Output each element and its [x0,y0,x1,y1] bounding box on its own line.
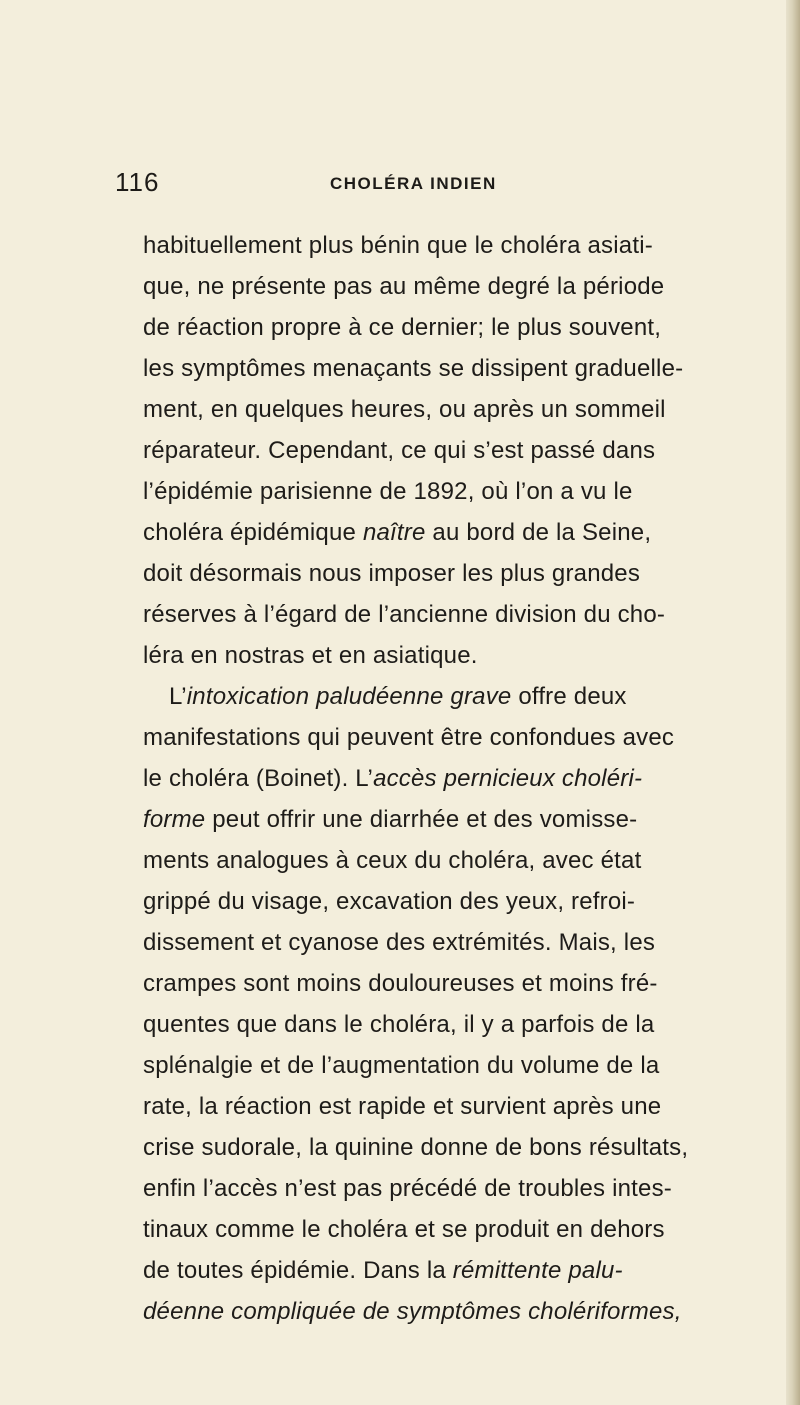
text-run: que, ne présente pas au même degré la période [143,273,665,300]
page-number: 116 [115,167,160,197]
text-run: de toutes épidémie. Dans la [143,1257,453,1284]
text-run: réparateur. Cependant, ce qui s’est passé dans [143,437,656,464]
text-run: au bord de la Seine, [425,519,652,546]
text-line [143,799,743,840]
running-head: CHOLÉRA INDIEN [330,174,497,193]
text-run: les symptômes menaçants se dissipent graduelle- [143,355,684,382]
italic-run: forme [143,806,206,833]
italic-run: intoxication paludéenne grave [186,683,512,710]
italic-run: accès pernicieux choléri- [373,765,643,792]
paragraph-start-line [143,676,743,717]
text-run: ments analogues à ceux du choléra, avec état [143,847,642,874]
text-run: grippé du visage, excavation des yeux, refroi- [143,888,636,915]
text-run: léra en nostras et en asiatique. [143,642,478,669]
text-line [143,635,743,676]
text-run: de réaction propre à ce dernier; le plus souvent, [143,314,662,341]
text-run: réserves à l’égard de l’ancienne division du cho- [143,601,666,628]
text-run: choléra épidémique [143,519,363,546]
text-line [143,1291,743,1332]
text-line [143,1168,743,1209]
text-line [143,553,743,594]
text-line [143,1004,743,1045]
text-run: offre deux [511,683,627,710]
page-edge-shadow [786,0,800,1405]
text-run: crampes sont moins douloureuses et moins fré- [143,970,658,997]
text-run: rate, la réaction est rapide et survient après une [143,1093,662,1120]
text-run: splénalgie et de l’augmentation du volume de la [143,1052,660,1079]
text-line [143,594,743,635]
text-line [143,840,743,881]
text-line [143,881,743,922]
text-run: quentes que dans le choléra, il y a parfois de la [143,1011,655,1038]
text-run: tinaux comme le choléra et se produit en dehors [143,1216,665,1243]
text-run: habituellement plus bénin que le choléra asiati- [143,232,653,259]
text-line [143,1250,743,1291]
text-line [143,512,743,553]
text-run: le choléra (Boinet). L’ [143,765,374,792]
italic-run: rémittente palu- [452,1257,623,1284]
text-line [143,922,743,963]
text-line [143,1045,743,1086]
text-line [143,758,743,799]
page-header [115,167,735,207]
text-run: L’ [169,683,187,710]
text-line [143,389,743,430]
text-line [143,225,743,266]
text-line [143,1209,743,1250]
text-line [143,963,743,1004]
text-run: l’épidémie parisienne de 1892, où l’on a vu le [143,478,633,505]
text-run: dissement et cyanose des extrémités. Mais, les [143,929,656,956]
text-line [143,471,743,512]
italic-run: naître [362,519,426,546]
text-line [143,1127,743,1168]
italic-run: déenne compliquée de symptômes cholériformes, [143,1298,682,1325]
text-line [143,1086,743,1127]
text-run: crise sudorale, la quinine donne de bons résultats, [143,1134,689,1161]
text-run: enfin l’accès n’est pas précédé de troubles intes- [143,1175,672,1202]
text-run: peut offrir une diarrhée et des vomisse- [205,806,638,833]
body-text [143,225,743,1332]
text-line [143,307,743,348]
text-line [143,266,743,307]
text-run: ment, en quelques heures, ou après un sommeil [143,396,666,423]
text-line [143,348,743,389]
text-line [143,430,743,471]
text-run: doit désormais nous imposer les plus grandes [143,560,641,587]
text-run: manifestations qui peuvent être confondues avec [143,724,675,751]
text-line [143,717,743,758]
